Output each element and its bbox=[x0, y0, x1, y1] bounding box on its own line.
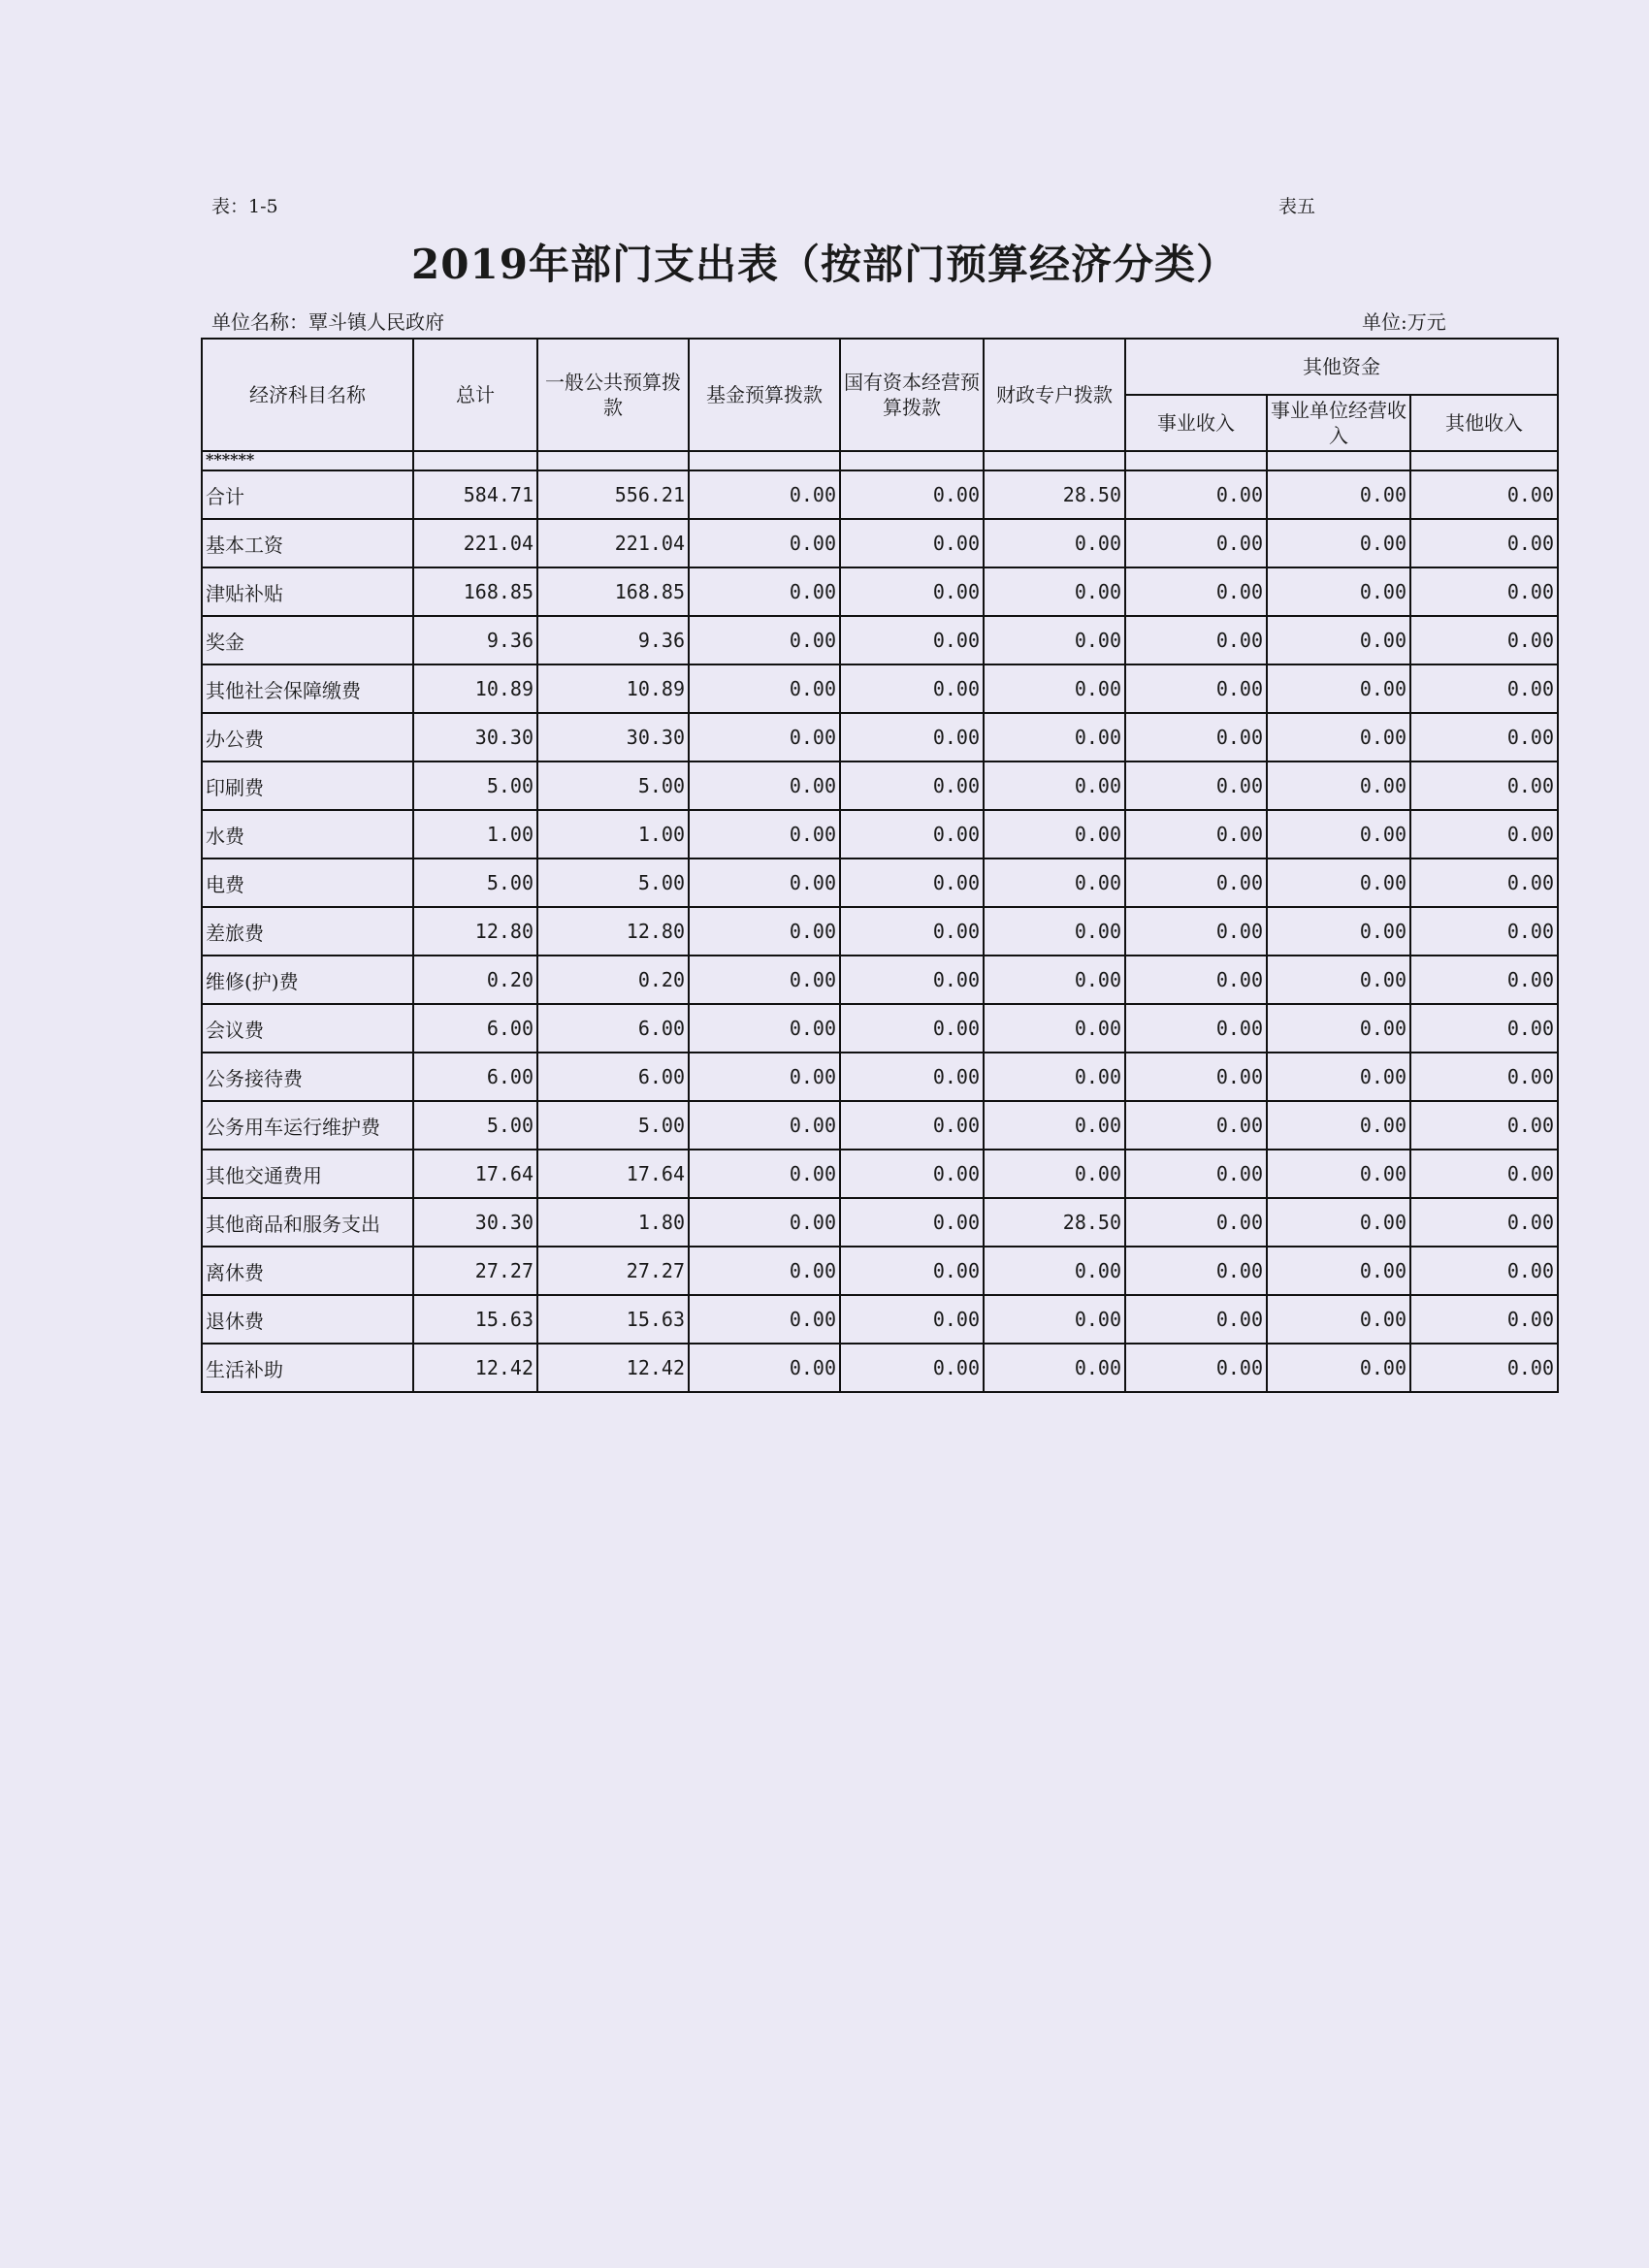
row-value: 0.00 bbox=[689, 859, 840, 907]
row-value: 0.00 bbox=[984, 956, 1125, 1004]
row-value: 0.00 bbox=[984, 1344, 1125, 1392]
row-value: 0.00 bbox=[1125, 1101, 1267, 1150]
row-value: 0.00 bbox=[689, 907, 840, 956]
table-row bbox=[202, 713, 1558, 761]
row-value: 0.00 bbox=[984, 859, 1125, 907]
table-row bbox=[202, 761, 1558, 810]
row-value: 0.00 bbox=[1410, 519, 1558, 567]
table-row bbox=[202, 1150, 1558, 1198]
row-value: 0.00 bbox=[1267, 1247, 1410, 1295]
row-value: 0.00 bbox=[984, 664, 1125, 713]
col-header-special: 财政专户拨款 bbox=[984, 339, 1125, 451]
row-value: 0.00 bbox=[1267, 1004, 1410, 1053]
row-value: 0.00 bbox=[1125, 713, 1267, 761]
row-value: 0.00 bbox=[840, 1101, 984, 1150]
row-value: 12.42 bbox=[413, 1344, 537, 1392]
row-value: 0.00 bbox=[1125, 567, 1267, 616]
row-value: 0.00 bbox=[1410, 1004, 1558, 1053]
row-label: 其他商品和服务支出 bbox=[202, 1198, 413, 1247]
row-value: 28.50 bbox=[984, 1198, 1125, 1247]
row-label: 生活补助 bbox=[202, 1344, 413, 1392]
row-value: 0.00 bbox=[1410, 761, 1558, 810]
table-row bbox=[202, 664, 1558, 713]
row-value: 9.36 bbox=[537, 616, 689, 664]
row-value: 0.00 bbox=[1410, 956, 1558, 1004]
row-value: 0.00 bbox=[1267, 1295, 1410, 1344]
row-value: 0.00 bbox=[984, 1101, 1125, 1150]
row-value: 0.00 bbox=[1410, 1247, 1558, 1295]
row-value: 0.00 bbox=[689, 567, 840, 616]
row-value: 30.30 bbox=[537, 713, 689, 761]
row-label: 合计 bbox=[202, 470, 413, 519]
row-value: 0.00 bbox=[984, 519, 1125, 567]
table-row bbox=[202, 1004, 1558, 1053]
row-value: 5.00 bbox=[537, 859, 689, 907]
row-value: 0.00 bbox=[1267, 567, 1410, 616]
stars-cell: ****** bbox=[202, 451, 413, 470]
row-value: 0.00 bbox=[840, 1053, 984, 1101]
row-value: 0.00 bbox=[984, 1150, 1125, 1198]
col-header-business-income: 事业收入 bbox=[1125, 395, 1267, 451]
row-value: 0.00 bbox=[1410, 567, 1558, 616]
row-value: 0.00 bbox=[689, 470, 840, 519]
row-value: 0.00 bbox=[689, 956, 840, 1004]
row-value: 6.00 bbox=[537, 1053, 689, 1101]
row-value: 0.00 bbox=[1410, 616, 1558, 664]
row-value: 0.00 bbox=[1125, 1344, 1267, 1392]
page-title: 2019年部门支出表（按部门预算经济分类） bbox=[411, 241, 1238, 288]
row-label: 公务用车运行维护费 bbox=[202, 1101, 413, 1150]
table-row bbox=[202, 859, 1558, 907]
row-value: 0.00 bbox=[689, 519, 840, 567]
row-value: 0.00 bbox=[840, 907, 984, 956]
row-value: 0.00 bbox=[984, 810, 1125, 859]
row-value: 0.00 bbox=[1125, 470, 1267, 519]
row-value: 0.00 bbox=[1125, 664, 1267, 713]
row-value: 15.63 bbox=[413, 1295, 537, 1344]
row-value: 168.85 bbox=[413, 567, 537, 616]
row-value: 0.00 bbox=[689, 1344, 840, 1392]
row-value: 0.00 bbox=[1125, 519, 1267, 567]
row-value: 0.00 bbox=[1410, 1101, 1558, 1150]
row-value: 0.00 bbox=[1267, 713, 1410, 761]
row-value: 6.00 bbox=[537, 1004, 689, 1053]
table-row bbox=[202, 907, 1558, 956]
row-value: 9.36 bbox=[413, 616, 537, 664]
row-value: 0.00 bbox=[840, 956, 984, 1004]
col-header-state-capital: 国有资本经营预算拨款 bbox=[840, 339, 984, 451]
row-value: 5.00 bbox=[413, 761, 537, 810]
row-value: 0.00 bbox=[689, 1053, 840, 1101]
row-value: 0.00 bbox=[1410, 1198, 1558, 1247]
col-header-other-income: 其他收入 bbox=[1410, 395, 1558, 451]
row-value: 0.00 bbox=[984, 1004, 1125, 1053]
row-value: 30.30 bbox=[413, 1198, 537, 1247]
row-value: 0.00 bbox=[1267, 859, 1410, 907]
row-value: 0.00 bbox=[1125, 616, 1267, 664]
table-row bbox=[202, 1247, 1558, 1295]
row-value: 28.50 bbox=[984, 470, 1125, 519]
row-label: 基本工资 bbox=[202, 519, 413, 567]
row-value: 221.04 bbox=[413, 519, 537, 567]
table-row bbox=[202, 1295, 1558, 1344]
col-header-name: 经济科目名称 bbox=[202, 339, 413, 451]
row-value: 0.20 bbox=[537, 956, 689, 1004]
col-header-general: 一般公共预算拨款 bbox=[537, 339, 689, 451]
currency-unit: 单位:万元 bbox=[1362, 310, 1446, 334]
row-value: 0.00 bbox=[984, 1053, 1125, 1101]
table-row bbox=[202, 1198, 1558, 1247]
row-value: 584.71 bbox=[413, 470, 537, 519]
row-value: 17.64 bbox=[413, 1150, 537, 1198]
row-label: 差旅费 bbox=[202, 907, 413, 956]
table-row bbox=[202, 1344, 1558, 1392]
row-value: 1.00 bbox=[413, 810, 537, 859]
table-number: 表：1-5 bbox=[211, 196, 278, 217]
table-row bbox=[202, 956, 1558, 1004]
row-value: 0.00 bbox=[1267, 761, 1410, 810]
row-value: 0.00 bbox=[1410, 713, 1558, 761]
row-value: 0.00 bbox=[1410, 470, 1558, 519]
row-value: 5.00 bbox=[537, 1101, 689, 1150]
row-value: 556.21 bbox=[537, 470, 689, 519]
row-value: 17.64 bbox=[537, 1150, 689, 1198]
row-value: 10.89 bbox=[537, 664, 689, 713]
row-value: 0.00 bbox=[1125, 1150, 1267, 1198]
row-value: 0.00 bbox=[984, 1247, 1125, 1295]
row-value: 0.00 bbox=[1410, 907, 1558, 956]
row-label: 电费 bbox=[202, 859, 413, 907]
row-value: 0.00 bbox=[1267, 907, 1410, 956]
row-label: 退休费 bbox=[202, 1295, 413, 1344]
row-value: 168.85 bbox=[537, 567, 689, 616]
unit-name: 单位名称：覃斗镇人民政府 bbox=[211, 310, 444, 334]
row-value: 0.00 bbox=[1125, 1198, 1267, 1247]
row-value: 0.00 bbox=[1410, 1053, 1558, 1101]
row-label: 津贴补贴 bbox=[202, 567, 413, 616]
row-value: 0.00 bbox=[1267, 616, 1410, 664]
row-value: 5.00 bbox=[413, 859, 537, 907]
row-value: 0.00 bbox=[840, 616, 984, 664]
row-value: 0.00 bbox=[840, 810, 984, 859]
row-value: 0.00 bbox=[840, 1004, 984, 1053]
row-value: 12.80 bbox=[537, 907, 689, 956]
row-value: 0.00 bbox=[1267, 664, 1410, 713]
row-value: 1.00 bbox=[537, 810, 689, 859]
row-value: 0.00 bbox=[840, 567, 984, 616]
row-value: 0.00 bbox=[984, 1295, 1125, 1344]
row-value: 0.00 bbox=[840, 1198, 984, 1247]
row-value: 0.00 bbox=[1125, 907, 1267, 956]
row-value: 0.00 bbox=[689, 616, 840, 664]
row-value: 0.00 bbox=[689, 1198, 840, 1247]
row-value: 0.00 bbox=[1410, 810, 1558, 859]
row-value: 30.30 bbox=[413, 713, 537, 761]
row-value: 0.00 bbox=[1267, 1101, 1410, 1150]
row-value: 221.04 bbox=[537, 519, 689, 567]
row-value: 0.00 bbox=[984, 567, 1125, 616]
row-value: 5.00 bbox=[413, 1101, 537, 1150]
row-value: 0.00 bbox=[689, 1150, 840, 1198]
row-label: 奖金 bbox=[202, 616, 413, 664]
row-label: 水费 bbox=[202, 810, 413, 859]
expenditure-table bbox=[201, 338, 1559, 1393]
row-value: 0.00 bbox=[689, 761, 840, 810]
row-value: 6.00 bbox=[413, 1004, 537, 1053]
row-value: 0.00 bbox=[689, 1101, 840, 1150]
table-row bbox=[202, 616, 1558, 664]
row-value: 6.00 bbox=[413, 1053, 537, 1101]
row-value: 0.00 bbox=[840, 713, 984, 761]
table-row bbox=[202, 1053, 1558, 1101]
table-row bbox=[202, 810, 1558, 859]
row-value: 0.00 bbox=[689, 1004, 840, 1053]
row-label: 离休费 bbox=[202, 1247, 413, 1295]
row-value: 0.00 bbox=[1267, 1344, 1410, 1392]
row-value: 0.00 bbox=[1267, 1150, 1410, 1198]
row-label: 公务接待费 bbox=[202, 1053, 413, 1101]
row-value: 0.00 bbox=[689, 1247, 840, 1295]
col-header-total: 总计 bbox=[413, 339, 537, 451]
row-value: 12.42 bbox=[537, 1344, 689, 1392]
row-value: 12.80 bbox=[413, 907, 537, 956]
row-value: 0.00 bbox=[1410, 859, 1558, 907]
row-value: 0.00 bbox=[840, 664, 984, 713]
row-value: 1.80 bbox=[537, 1198, 689, 1247]
row-value: 0.00 bbox=[984, 713, 1125, 761]
row-value: 27.27 bbox=[413, 1247, 537, 1295]
table-label: 表五 bbox=[1278, 196, 1316, 217]
row-value: 0.00 bbox=[984, 761, 1125, 810]
row-label: 其他社会保障缴费 bbox=[202, 664, 413, 713]
row-value: 0.00 bbox=[840, 1295, 984, 1344]
row-value: 0.00 bbox=[1125, 1053, 1267, 1101]
row-value: 0.00 bbox=[1410, 664, 1558, 713]
row-label: 印刷费 bbox=[202, 761, 413, 810]
row-value: 0.00 bbox=[689, 1295, 840, 1344]
row-value: 0.00 bbox=[840, 1150, 984, 1198]
row-value: 0.00 bbox=[840, 519, 984, 567]
row-value: 15.63 bbox=[537, 1295, 689, 1344]
row-value: 0.00 bbox=[1125, 1295, 1267, 1344]
row-value: 0.00 bbox=[1267, 956, 1410, 1004]
row-value: 0.00 bbox=[1267, 519, 1410, 567]
row-value: 0.00 bbox=[1267, 470, 1410, 519]
table-row bbox=[202, 567, 1558, 616]
row-value: 0.00 bbox=[840, 1247, 984, 1295]
row-value: 0.00 bbox=[1125, 1004, 1267, 1053]
row-value: 0.00 bbox=[1410, 1295, 1558, 1344]
row-label: 会议费 bbox=[202, 1004, 413, 1053]
row-value: 0.20 bbox=[413, 956, 537, 1004]
row-value: 0.00 bbox=[1125, 761, 1267, 810]
table-row bbox=[202, 470, 1558, 519]
row-value: 0.00 bbox=[1410, 1344, 1558, 1392]
row-value: 0.00 bbox=[984, 616, 1125, 664]
row-value: 0.00 bbox=[1267, 1053, 1410, 1101]
table-row bbox=[202, 1101, 1558, 1150]
row-value: 0.00 bbox=[1267, 810, 1410, 859]
row-label: 维修(护)费 bbox=[202, 956, 413, 1004]
row-value: 0.00 bbox=[840, 1344, 984, 1392]
row-value: 0.00 bbox=[840, 761, 984, 810]
row-label: 办公费 bbox=[202, 713, 413, 761]
row-value: 0.00 bbox=[1125, 956, 1267, 1004]
row-value: 0.00 bbox=[689, 810, 840, 859]
col-header-unit-business-income: 事业单位经营收入 bbox=[1267, 395, 1410, 451]
row-value: 0.00 bbox=[1125, 1247, 1267, 1295]
row-value: 0.00 bbox=[689, 713, 840, 761]
row-value: 0.00 bbox=[1125, 859, 1267, 907]
col-header-other-group: 其他资金 bbox=[1125, 339, 1558, 395]
row-value: 27.27 bbox=[537, 1247, 689, 1295]
row-value: 0.00 bbox=[840, 859, 984, 907]
col-header-fund: 基金预算拨款 bbox=[689, 339, 840, 451]
table-row bbox=[202, 519, 1558, 567]
row-value: 10.89 bbox=[413, 664, 537, 713]
row-value: 0.00 bbox=[1410, 1150, 1558, 1198]
row-value: 0.00 bbox=[1125, 810, 1267, 859]
row-value: 0.00 bbox=[984, 907, 1125, 956]
row-value: 0.00 bbox=[1267, 1198, 1410, 1247]
row-value: 0.00 bbox=[840, 470, 984, 519]
row-label: 其他交通费用 bbox=[202, 1150, 413, 1198]
row-value: 0.00 bbox=[689, 664, 840, 713]
row-value: 5.00 bbox=[537, 761, 689, 810]
